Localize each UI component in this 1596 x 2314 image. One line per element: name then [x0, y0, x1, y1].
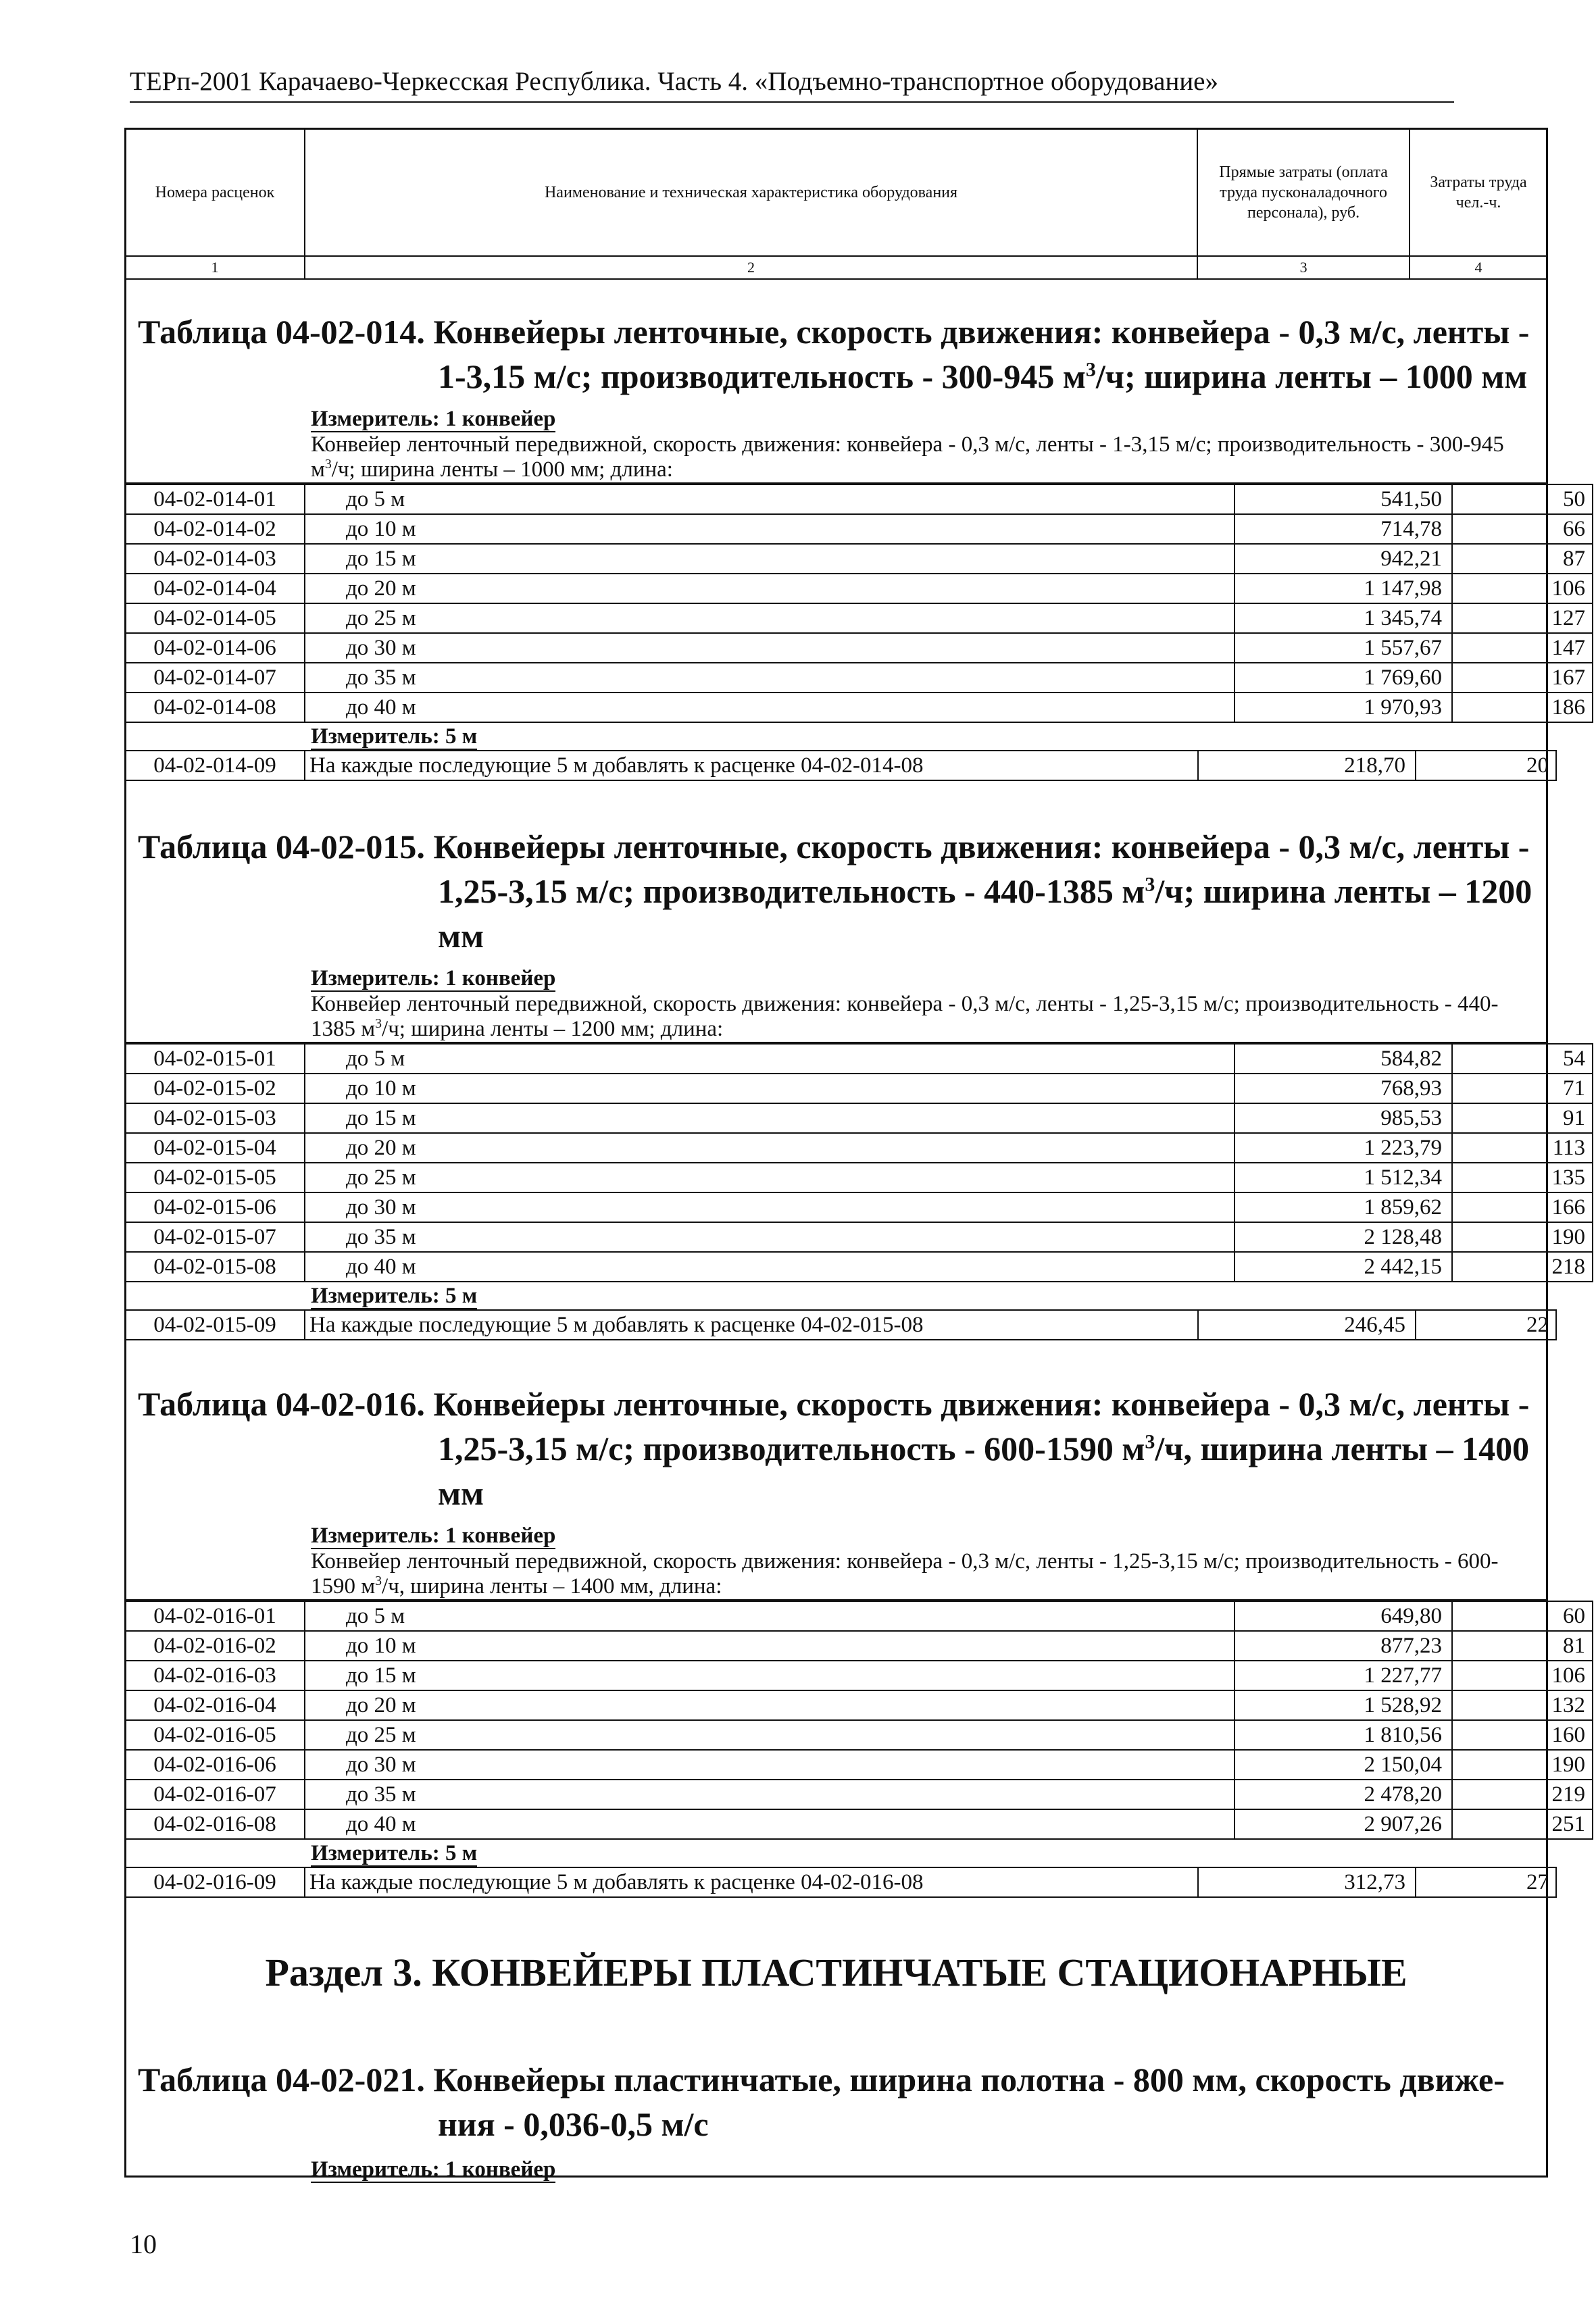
cell-labor: 54 — [1452, 1044, 1593, 1074]
cell-cost: 2 150,04 — [1235, 1750, 1452, 1780]
cell-labor: 166 — [1452, 1192, 1593, 1222]
table-row — [125, 484, 1593, 514]
cell-code: 04-02-014-02 — [125, 514, 305, 544]
table-row — [125, 1252, 1593, 1282]
cell-labor: 71 — [1452, 1074, 1593, 1103]
table-row: 04-02-014-09 На каждые последующие 5 м добавлять к расценке 04-02-014-08 218,70 20 — [125, 751, 1556, 780]
cell-name: до 35 м — [305, 1780, 1235, 1809]
rates-table — [124, 484, 1593, 723]
table-row — [125, 1601, 1593, 1631]
col-header-cost: Прямые затраты (оплата труда пусконаладочного персонала), руб. — [1197, 128, 1410, 256]
cell-code: 04-02-014-05 — [125, 603, 305, 633]
table-row — [125, 1103, 1593, 1133]
table-row: 04-02-016-09 На каждые последующие 5 м добавлять к расценке 04-02-016-08 312,73 27 — [125, 1867, 1556, 1897]
table-row — [125, 1631, 1593, 1661]
cell-code: 04-02-016-06 — [125, 1750, 305, 1780]
cell-cost: 1 512,34 — [1235, 1163, 1452, 1192]
cell-cost: 942,21 — [1235, 544, 1452, 574]
column-header-table — [124, 128, 1548, 280]
cell-cost: 2 478,20 — [1235, 1780, 1452, 1809]
cell-cost: 649,80 — [1235, 1601, 1452, 1631]
section-block — [124, 1949, 1548, 2183]
col-header-labor: Затраты труда чел.-ч. — [1410, 128, 1547, 256]
table-title: Таблица 04-02-016. Конвейеры ленточные, скорость движения: конвейера - 0,3 м/с, ленты - 1,25-3,15 м/с; производительность - 600-1590 $м^3/ч$, ширина ленты – 1400 мм — [138, 1385, 1530, 1512]
measure-label-5m: Измеритель: 5 м — [311, 1284, 478, 1308]
cell-name: до 10 м — [305, 514, 1235, 544]
add-rate-table — [124, 1867, 1557, 1898]
cell-code: 04-02-015-04 — [125, 1133, 305, 1163]
cell-cost: 1 810,56 — [1235, 1720, 1452, 1750]
cell-labor: 135 — [1452, 1163, 1593, 1192]
cell-name: до 30 м — [305, 1750, 1235, 1780]
page-number: 10 — [130, 2229, 157, 2259]
cell-code: 04-02-014-04 — [125, 574, 305, 603]
table-row — [125, 693, 1593, 722]
cell-name: до 25 м — [305, 603, 1235, 633]
cell-cost: 768,93 — [1235, 1074, 1452, 1103]
cell-labor: 147 — [1452, 633, 1593, 663]
add-rate-table — [124, 750, 1557, 781]
section-title: Раздел 3. КОНВЕЙЕРЫ ПЛАСТИНЧАТЫЕ СТАЦИОНАРНЫЕ — [265, 1951, 1407, 1994]
measure-label: Измеритель: 1 конвейер — [311, 966, 556, 990]
cell-cost: 714,78 — [1235, 514, 1452, 544]
table-row — [125, 1222, 1593, 1252]
measure-label-5m: Измеритель: 5 м — [311, 724, 478, 749]
cell-labor: 132 — [1452, 1690, 1593, 1720]
cell-cost: 541,50 — [1235, 484, 1452, 514]
cell-cost: 1 970,93 — [1235, 693, 1452, 722]
table-description: Конвейер ленточный передвижной, скорость движения: конвейера - 0,3 м/с, ленты - 1,25-3,15 м/с; производительность - 440-1385 $м^3/ч$; ширина ленты – 1200 мм; длина: — [124, 992, 1548, 1043]
col-num-3: 3 — [1197, 256, 1410, 279]
table-row — [125, 1690, 1593, 1720]
cell-labor: 219 — [1452, 1780, 1593, 1809]
cell-cost: 2 128,48 — [1235, 1222, 1452, 1252]
cell-name: до 25 м — [305, 1720, 1235, 1750]
cell-code: 04-02-014-07 — [125, 663, 305, 693]
cell-code: 04-02-015-06 — [125, 1192, 305, 1222]
cell-labor: 106 — [1452, 1661, 1593, 1690]
table-row — [125, 1074, 1593, 1103]
table-row: 04-02-015-09 На каждые последующие 5 м добавлять к расценке 04-02-015-08 246,45 22 — [125, 1310, 1556, 1340]
cell-cost: 2 907,26 — [1235, 1809, 1452, 1839]
table-row — [125, 603, 1593, 633]
measure-label: Измеритель: 1 конвейер — [311, 2157, 556, 2182]
cell-name: до 25 м — [305, 1163, 1235, 1192]
table-row — [125, 663, 1593, 693]
cell-cost: 877,23 — [1235, 1631, 1452, 1661]
cell-labor: 218 — [1452, 1252, 1593, 1282]
cell-name: до 30 м — [305, 633, 1235, 663]
cell-labor: 60 — [1452, 1601, 1593, 1631]
table-title: Таблица 04-02-015. Конвейеры ленточные, скорость движения: конвейера - 0,3 м/с, ленты - 1,25-3,15 м/с; производительность - 440-1385 $м^3/ч$; ширина ленты – 1200 мм — [138, 828, 1532, 955]
cell-code: 04-02-014-06 — [125, 633, 305, 663]
table-description: Конвейер ленточный передвижной, скорость движения: конвейера - 0,3 м/с, ленты - 1-3,15 м/с; производительность - 300-945 $м^3/ч$; ширина ленты – 1000 мм; длина: — [124, 432, 1548, 484]
cell-name: до 15 м — [305, 544, 1235, 574]
cell-labor: 190 — [1452, 1750, 1593, 1780]
cell-cost: 985,53 — [1235, 1103, 1452, 1133]
cell-code: 04-02-015-05 — [125, 1163, 305, 1192]
table-row — [125, 1133, 1593, 1163]
cell-code: 04-02-016-05 — [125, 1720, 305, 1750]
running-header: ТЕРп-2001 Карачаево-Черкесская Республика. Часть 4. «Подъемно-транспортное оборудование» — [130, 67, 1218, 96]
measure-label: Измеритель: 1 конвейер — [311, 407, 556, 431]
cell-code: 04-02-016-04 — [125, 1690, 305, 1720]
cell-cost: 584,82 — [1235, 1044, 1452, 1074]
cell-labor: 91 — [1452, 1103, 1593, 1133]
cell-labor: 167 — [1452, 663, 1593, 693]
cell-name: до 10 м — [305, 1074, 1235, 1103]
cell-code: 04-02-014-08 — [125, 693, 305, 722]
cell-name: до 40 м — [305, 1252, 1235, 1282]
measure-label-5m: Измеритель: 5 м — [311, 1841, 478, 1865]
cell-code: 04-02-014-01 — [125, 484, 305, 514]
cell-cost: 2 442,15 — [1235, 1252, 1452, 1282]
col-num-1: 1 — [125, 256, 305, 279]
cell-labor: 81 — [1452, 1631, 1593, 1661]
cell-cost: 1 223,79 — [1235, 1133, 1452, 1163]
table-row — [125, 1044, 1593, 1074]
cell-cost: 1 147,98 — [1235, 574, 1452, 603]
cell-labor: 251 — [1452, 1809, 1593, 1839]
table-row — [125, 1780, 1593, 1809]
table-row — [125, 574, 1593, 603]
table-row — [125, 544, 1593, 574]
cell-code: 04-02-016-02 — [125, 1631, 305, 1661]
table-row — [125, 1720, 1593, 1750]
cell-name: до 20 м — [305, 574, 1235, 603]
table-row — [125, 1192, 1593, 1222]
cell-code: 04-02-015-08 — [125, 1252, 305, 1282]
cell-code: 04-02-015-07 — [125, 1222, 305, 1252]
cell-code: 04-02-015-02 — [125, 1074, 305, 1103]
cell-name: до 15 м — [305, 1103, 1235, 1133]
cell-code: 04-02-016-07 — [125, 1780, 305, 1809]
cell-code: 04-02-016-03 — [125, 1661, 305, 1690]
cell-labor: 66 — [1452, 514, 1593, 544]
cell-name: до 35 м — [305, 1222, 1235, 1252]
cell-name: до 20 м — [305, 1690, 1235, 1720]
col-header-codes: Номера расценок — [125, 128, 305, 256]
cell-code: 04-02-015-01 — [125, 1044, 305, 1074]
table-row — [125, 633, 1593, 663]
cell-code: 04-02-014-03 — [125, 544, 305, 574]
measure-label: Измеритель: 1 конвейер — [311, 1524, 556, 1548]
cell-code: 04-02-015-03 — [125, 1103, 305, 1133]
cell-labor: 186 — [1452, 693, 1593, 722]
cell-name: до 30 м — [305, 1192, 1235, 1222]
rates-table — [124, 1601, 1593, 1840]
cell-cost: 1 557,67 — [1235, 633, 1452, 663]
cell-labor: 127 — [1452, 603, 1593, 633]
cell-cost: 1 345,74 — [1235, 603, 1452, 633]
cell-cost: 1 769,60 — [1235, 663, 1452, 693]
cell-name: до 35 м — [305, 663, 1235, 693]
table-block-016 — [124, 1382, 1585, 1898]
cell-name: до 5 м — [305, 1601, 1235, 1631]
cell-cost: 1 859,62 — [1235, 1192, 1452, 1222]
cell-labor: 113 — [1452, 1133, 1593, 1163]
col-num-4: 4 — [1410, 256, 1547, 279]
cell-name: до 5 м — [305, 484, 1235, 514]
add-rate-table — [124, 1309, 1557, 1340]
cell-name: до 40 м — [305, 693, 1235, 722]
table-title: Таблица 04-02-014. Конвейеры ленточные, скорость движения: конвейера - 0,3 м/с, ленты - 1-3,15 м/с; производительность - 300-945 $м^3/ч$; ширина ленты – 1000 мм — [138, 313, 1530, 395]
header-rule — [130, 101, 1454, 103]
rates-table — [124, 1043, 1593, 1282]
cell-code: 04-02-016-08 — [125, 1809, 305, 1839]
cell-cost: 1 227,77 — [1235, 1661, 1452, 1690]
table-row — [125, 1163, 1593, 1192]
table-description: Конвейер ленточный передвижной, скорость движения: конвейера - 0,3 м/с, ленты - 1,25-3,15 м/с; производительность - 600-1590 $м^3/ч$, ширина ленты – 1400 мм, длина: — [124, 1549, 1548, 1601]
table-row — [125, 1809, 1593, 1839]
table-row — [125, 1750, 1593, 1780]
cell-labor: 160 — [1452, 1720, 1593, 1750]
col-header-name: Наименование и техническая характеристика оборудования — [305, 128, 1197, 256]
table-title-021: Таблица 04-02-021. Конвейеры пластинчатые, ширина полотна - 800 мм, скорость движе- ния - 0,036-0,5 м/с — [138, 2061, 1505, 2143]
cell-name: до 15 м — [305, 1661, 1235, 1690]
cell-name: до 40 м — [305, 1809, 1235, 1839]
cell-labor: 50 — [1452, 484, 1593, 514]
cell-labor: 87 — [1452, 544, 1593, 574]
cell-code: 04-02-016-01 — [125, 1601, 305, 1631]
cell-cost: 1 528,92 — [1235, 1690, 1452, 1720]
cell-labor: 190 — [1452, 1222, 1593, 1252]
table-row — [125, 514, 1593, 544]
table-row — [125, 1661, 1593, 1690]
cell-name: до 20 м — [305, 1133, 1235, 1163]
col-num-2: 2 — [305, 256, 1197, 279]
table-block-014 — [124, 309, 1585, 781]
cell-labor: 106 — [1452, 574, 1593, 603]
table-block-015 — [124, 824, 1585, 1340]
cell-name: до 10 м — [305, 1631, 1235, 1661]
cell-name: до 5 м — [305, 1044, 1235, 1074]
